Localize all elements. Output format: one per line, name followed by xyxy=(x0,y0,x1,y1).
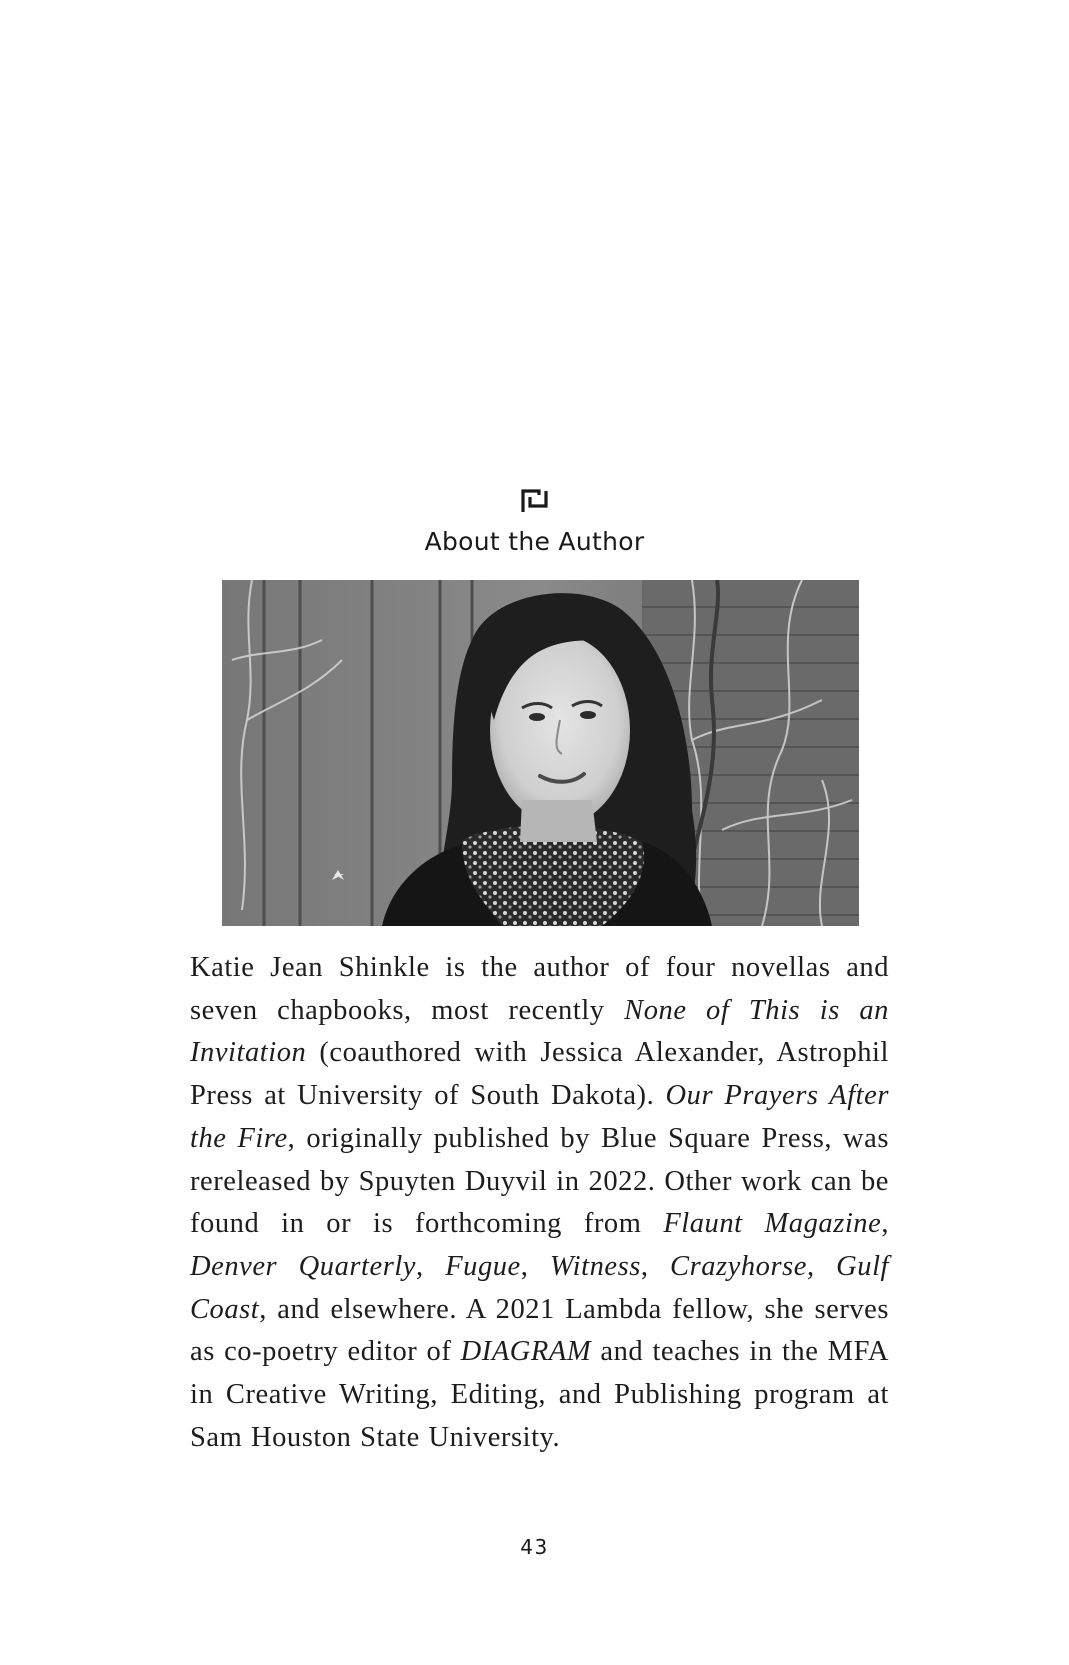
journal-flaunt: Flaunt Magazine xyxy=(663,1208,882,1240)
book-title-none-of-this: None of This is an Invitation xyxy=(190,994,889,1069)
bio-text: , and elsewhere. A 2021 Lambda fellow, she serves as co-poetry editor of xyxy=(190,1293,889,1368)
journal-diagram: DIAGRAM xyxy=(460,1336,592,1368)
author-bio xyxy=(190,947,889,1459)
bio-text: , xyxy=(520,1250,550,1282)
journal-fugue: Fugue xyxy=(445,1250,521,1282)
journal-denver-quarterly: Denver Quarterly xyxy=(190,1250,417,1282)
book-title-our-prayers: Our Prayers After the Fire xyxy=(190,1080,889,1154)
author-portrait-photo xyxy=(222,580,859,926)
journal-gulf-coast: Gulf Coast xyxy=(190,1250,890,1325)
bio-text: , originally published by Blue Square Press, was rereleased by Spuyten Duyvil in 2022. Other work can be found in or is forthcoming from xyxy=(190,1122,889,1240)
page-number: 43 xyxy=(520,1535,549,1559)
section-heading: About the Author xyxy=(424,527,645,556)
journal-crazyhorse: Crazyhorse xyxy=(670,1250,807,1282)
bio-text: , xyxy=(640,1250,671,1282)
bio-text: , xyxy=(806,1250,837,1282)
journal-witness: Witness xyxy=(549,1250,641,1282)
bio-text: Katie Jean Shinkle is the author of four novellas and seven chapbooks, most recently xyxy=(190,952,889,1026)
bio-text: (coauthored with Jessica Alexander, Astrophil Press at University of South Dakota). xyxy=(190,1037,889,1112)
bio-text: , xyxy=(416,1250,446,1282)
bio-text: and teaches in the MFA in Creative Writing, Editing, and Publishing program at Sam Houston State University. xyxy=(190,1336,889,1453)
bio-paragraph xyxy=(190,947,889,1459)
press-logo-icon xyxy=(519,488,551,514)
bio-text: , xyxy=(881,1208,889,1240)
